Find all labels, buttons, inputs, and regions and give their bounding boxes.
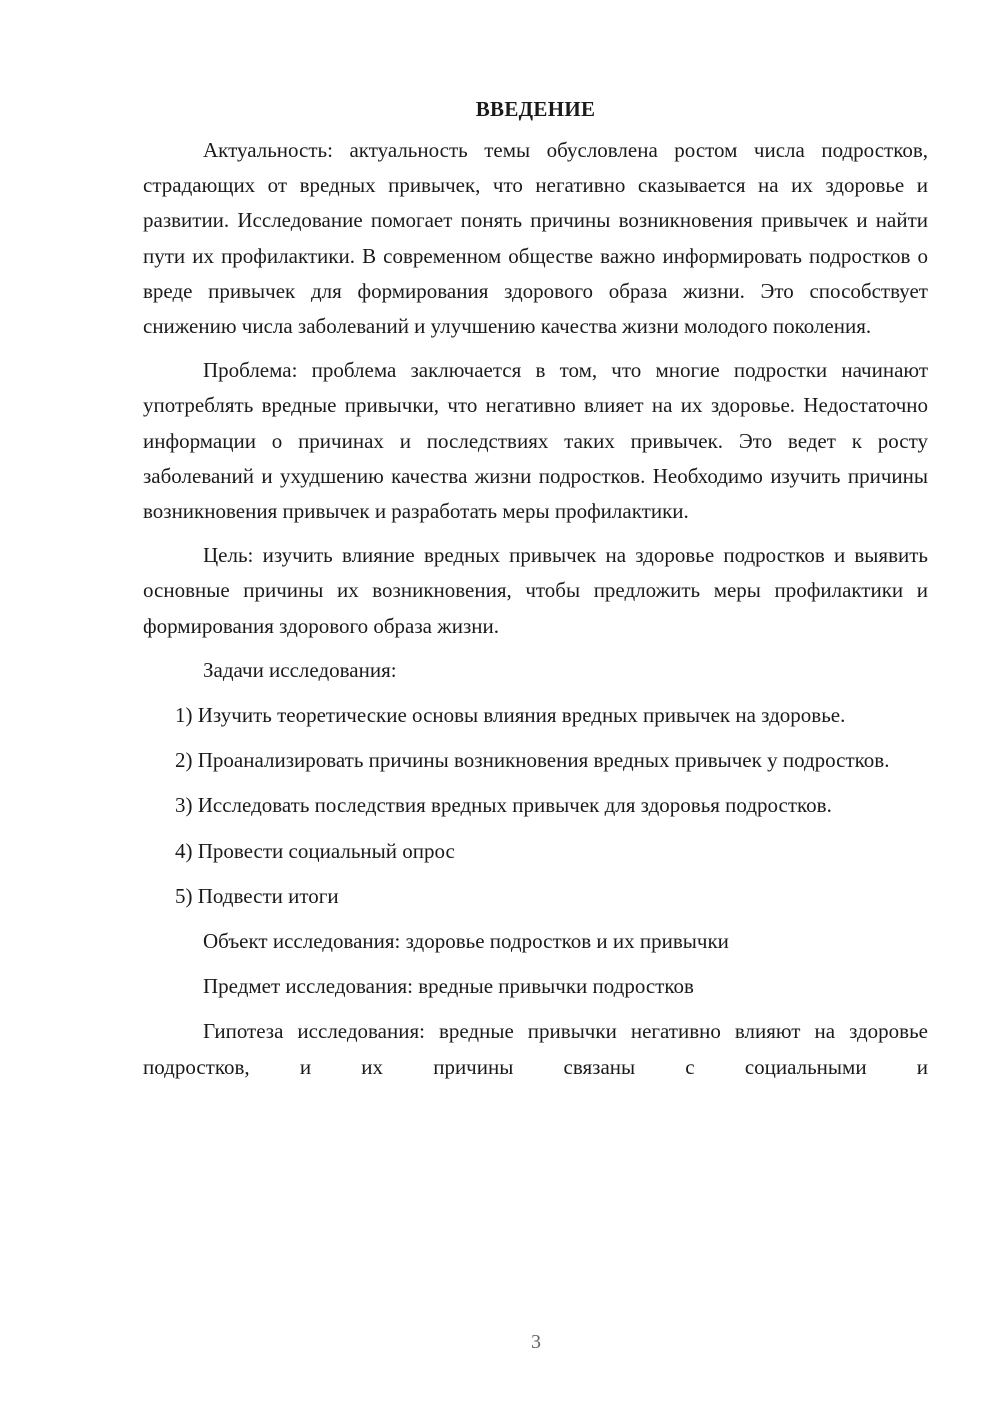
task-item-4: 4) Провести социальный опрос (175, 838, 455, 863)
research-subject: Предмет исследования: вредные привычки подростков (203, 974, 694, 999)
research-hypothesis: Гипотеза исследования: вредные привычки негативно влияют на здоровье подростков, и их причины связаны с социальными и (143, 1019, 928, 1079)
goal-paragraph: Цель: изучить влияние вредных привычек на здоровье подростков и выявить основные причины их возникновения, чтобы предложить меры профилактики и формирования здорового образа жизни. (143, 543, 928, 638)
task-item-2: 2) Проанализировать причины возникновения вредных привычек у подростков. (175, 748, 890, 773)
section-heading: ВВЕДЕНИЕ (475, 97, 596, 121)
relevance-paragraph: Актуальность: актуальность темы обусловлена ростом числа подростков, страдающих от вредных привычек, что негативно сказывается на их здоровье и развитии. Исследование помогает понять причины возникновения привычек и найти пути их профилактики. В современном обществе важно информировать подростков о вреде привычек для формирования здорового образа жизни. Это способствует снижению числа заболеваний и улучшению качества жизни молодого поколения. (143, 138, 928, 339)
task-item-3: 3) Исследовать последствия вредных привычек для здоровья подростков. (175, 793, 832, 818)
problem-paragraph: Проблема: проблема заключается в том, что многие подростки начинают употреблять вредные привычки, что негативно влияет на их здоровье. Недостаточно информации о причинах и последствиях таких привычек. Это ведет к росту заболеваний и ухудшению качества жизни подростков. Необходимо изучить причины возникновения привычек и разработать меры профилактики. (143, 358, 928, 524)
research-object: Объект исследования: здоровье подростков и их привычки (203, 929, 729, 954)
task-item-1: 1) Изучить теоретические основы влияния вредных привычек на здоровье. (175, 703, 846, 728)
tasks-heading: Задачи исследования: (203, 657, 397, 682)
task-item-5: 5) Подвести итоги (175, 883, 339, 908)
document-page (143, 92, 928, 1094)
page-number: 3 (531, 1331, 541, 1353)
